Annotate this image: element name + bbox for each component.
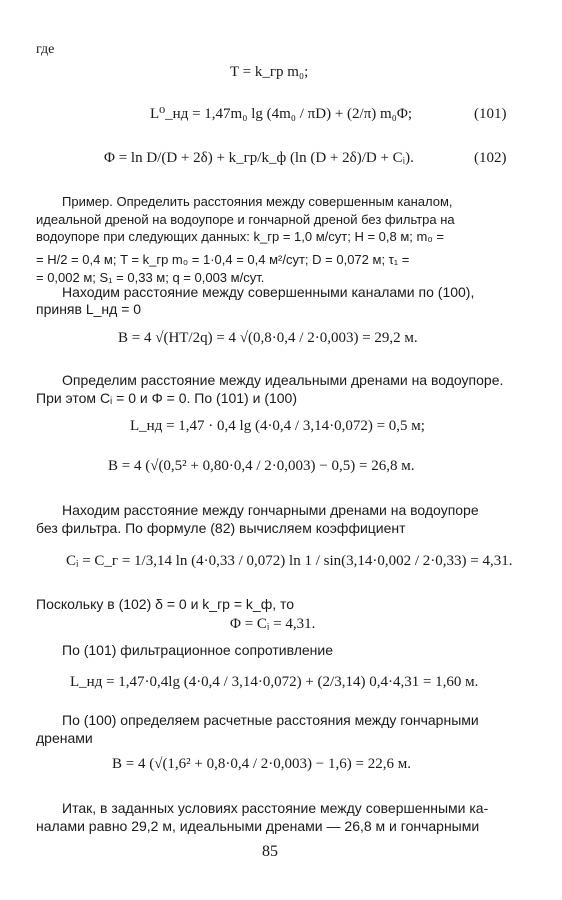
formula-B1: B = 4 √(HT/2q) = 4 √(0,8·0,4 / 2·0,003) = 29,2 м. — [118, 330, 418, 346]
paragraph-2-line-2: При этом Cᵢ = 0 и Φ = 0. По (101) и (100) — [36, 390, 297, 406]
equation-number-102: (102) — [474, 150, 507, 166]
paragraph-4-line-1: Поскольку в (102) δ = 0 и k_гр = k_ф, то — [36, 596, 295, 612]
example-line-5: = 0,002 м; S₁ = 0,33 м; q = 0,003 м/сут. — [36, 270, 265, 285]
paragraph-1-line-1: Находим расстояние между совершенными каналами по (100), — [62, 284, 475, 300]
paragraph-6-line-2: дренами — [36, 730, 93, 746]
paragraph-5-line-1: По (101) фильтрационное сопротивление — [62, 642, 333, 658]
formula-101: L⁰_нд = 1,47m₀ lg (4m₀ / πD) + (2/π) m₀Φ; — [150, 106, 413, 122]
example-line-2: идеальной дреной на водоупоре и гончарной дреной без фильтра на — [36, 212, 455, 227]
equation-number-101: (101) — [474, 106, 507, 122]
page-number: 85 — [262, 843, 278, 860]
formula-T: T = k_гр m₀; — [230, 64, 309, 80]
paragraph-3-line-1: Находим расстояние между гончарными дренами на водоупоре — [62, 502, 479, 518]
formula-B3: B = 4 (√(1,6² + 0,8·0,4 / 2·0,003) − 1,6) = 22,6 м. — [112, 756, 411, 772]
formula-L1: L_нд = 1,47 · 0,4 lg (4·0,4 / 3,14·0,072) = 0,5 м; — [130, 418, 425, 434]
intro-word: где — [36, 42, 55, 57]
example-line-4: = H/2 = 0,4 м; T = k_гр m₀ = 1·0,4 = 0,4 м²/сут; D = 0,072 м; τ₁ = — [36, 252, 410, 267]
paragraph-7-line-1: Итак, в заданных условиях расстояние между совершенными ка- — [62, 800, 489, 816]
paragraph-3-line-2: без фильтра. По формуле (82) вычисляем коэффициент — [36, 520, 406, 536]
formula-102: Φ = ln D/(D + 2δ) + k_гр/k_ф (ln (D + 2δ)/D + Cᵢ). — [104, 150, 414, 166]
paragraph-7-line-2: налами равно 29,2 м, идеальными дренами — 26,8 м и гончарными — [36, 818, 480, 834]
formula-B2: B = 4 (√(0,5² + 0,80·0,4 / 2·0,003) − 0,5) = 26,8 м. — [108, 458, 415, 474]
paragraph-6-line-1: По (100) определяем расчетные расстояния между гончарными — [62, 712, 479, 728]
paragraph-1-line-2: приняв L_нд = 0 — [36, 301, 142, 317]
formula-C: Cᵢ = C_г = 1/3,14 ln (4·0,33 / 0,072) ln 1 / sin(3,14·0,002 / 2·0,33) = 4,31. — [66, 553, 513, 569]
example-line-1: Пример. Определить расстояния между совершенным каналом, — [62, 194, 453, 209]
formula-L2: L_нд = 1,47·0,4lg (4·0,4 / 3,14·0,072) + (2/3,14) 0,4·4,31 = 1,60 м. — [70, 674, 479, 690]
example-line-3: водоупоре при следующих данных: k_гр = 1,0 м/сут; H = 0,8 м; m₀ = — [36, 229, 444, 244]
paragraph-2-line-1: Определим расстояние между идеальными дренами на водоупоре. — [62, 372, 504, 388]
formula-Phi: Φ = Cᵢ = 4,31. — [230, 616, 316, 632]
